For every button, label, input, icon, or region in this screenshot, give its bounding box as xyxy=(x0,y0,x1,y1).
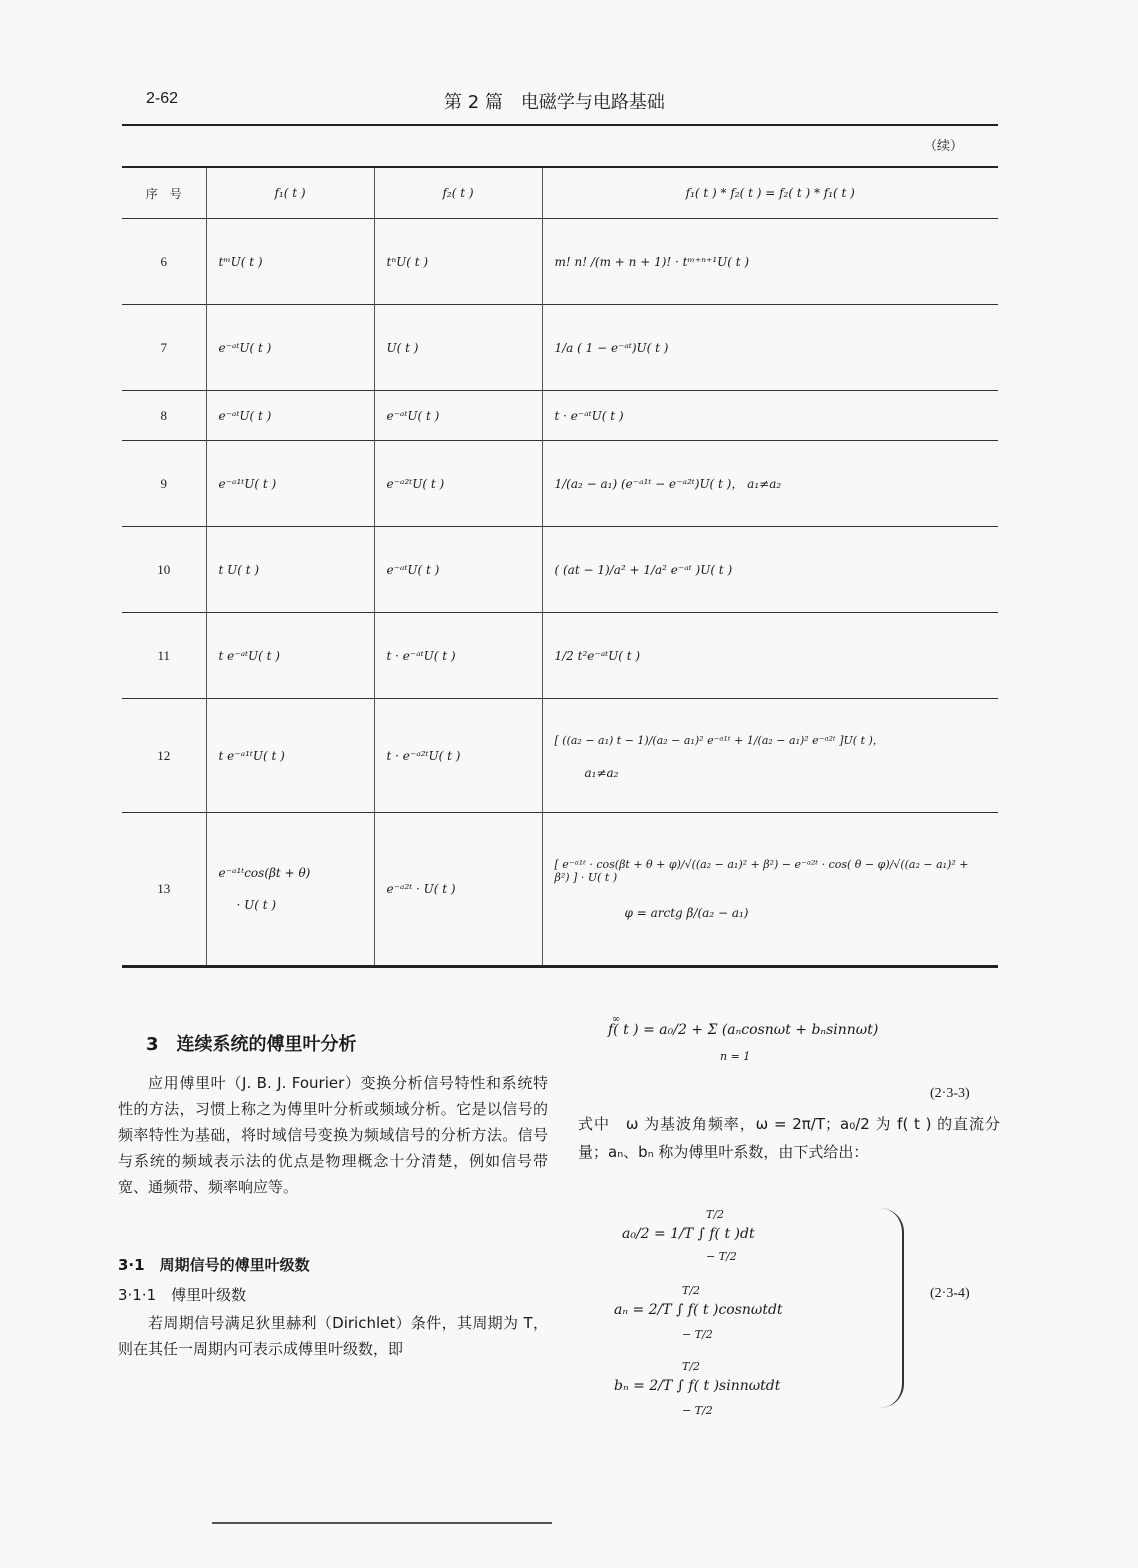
row-no: 13 xyxy=(122,813,206,967)
row-f1-line2: · U( t ) xyxy=(236,898,277,912)
row-f2: tⁿU( t ) xyxy=(374,219,542,305)
row-result-note: φ = arctg β/(a₂ − a₁) xyxy=(624,906,749,920)
continued-label: （续） xyxy=(924,139,964,154)
table-row xyxy=(122,219,998,305)
row-no: 12 xyxy=(122,699,206,813)
row-result: m! n! /(m + n + 1)! · tᵐ⁺ⁿ⁺¹U( t ) xyxy=(542,219,998,305)
bn-equation: bₙ = 2/T ∫ f( t )sinnωtdt xyxy=(614,1378,781,1394)
footer-rule xyxy=(212,1522,552,1524)
row-f1-cell xyxy=(206,813,374,967)
header-rule xyxy=(122,124,998,126)
table-row xyxy=(122,527,998,613)
eq1-upper-limit: ∞ xyxy=(612,1014,621,1025)
section-title: 3 连续系统的傅里叶分析 xyxy=(146,1034,357,1055)
col-header-f2: f₂( t ) xyxy=(374,167,542,219)
row-f2: t · e⁻ᵃ²ᵗU( t ) xyxy=(374,699,542,813)
row-no: 7 xyxy=(122,305,206,391)
an-equation: aₙ = 2/T ∫ f( t )cosnωtdt xyxy=(614,1302,783,1318)
row-f1: t e⁻ᵃᵗU( t ) xyxy=(206,613,374,699)
running-header: 第 2 篇 电磁学与电路基础 xyxy=(444,92,665,113)
bn-upper-limit: T/2 xyxy=(682,1360,701,1373)
col-header-result: f₁( t ) * f₂( t ) = f₂( t ) * f₁( t ) xyxy=(542,167,998,219)
row-result: [ ((a₂ − a₁) t − 1)/(a₂ − a₁)² e⁻ᵃ¹ᵗ + 1/(a₂ − a₁)² e⁻ᵃ²ᵗ ]U( t )， xyxy=(554,733,884,747)
row-result: 1/(a₂ − a₁) (e⁻ᵃ¹ᵗ − e⁻ᵃ²ᵗ)U( t )， a₁≠a₂ xyxy=(542,441,998,527)
row-no: 10 xyxy=(122,527,206,613)
row-no: 11 xyxy=(122,613,206,699)
table-header-row xyxy=(122,167,998,219)
subsubsection-heading: 3·1·1 傅里叶级数 xyxy=(118,1286,247,1304)
page-number: 2-62 xyxy=(146,90,179,107)
row-result: [ e⁻ᵃ¹ᵗ · cos(βt + θ + φ)/√((a₂ − a₁)² + β²) − e⁻ᵃ²ᵗ · cos( θ − φ)/√((a₂ − a₁)² + β²) ] · U( t ) xyxy=(554,858,969,884)
col-header-no: 序 号 xyxy=(122,167,206,219)
right-brace xyxy=(880,1208,904,1408)
row-f2: e⁻ᵃ²ᵗ · U( t ) xyxy=(374,813,542,967)
a0-equation: a₀/2 = 1/T ∫ f( t )dt xyxy=(622,1226,755,1242)
an-lower-limit: − T/2 xyxy=(682,1328,713,1341)
convolution-table xyxy=(122,166,998,968)
equation-number-1: (2·3-3) xyxy=(930,1086,970,1101)
row-f1: e⁻ᵃᵗU( t ) xyxy=(206,305,374,391)
table-row xyxy=(122,613,998,699)
row-result-cell xyxy=(542,813,998,967)
row-f2: U( t ) xyxy=(374,305,542,391)
bn-lower-limit: − T/2 xyxy=(682,1404,713,1417)
row-f1: e⁻ᵃ¹ᵗcos(βt + θ) xyxy=(218,866,311,880)
fourier-series-equation: f( t ) = a₀/2 + Σ (aₙcosnωt + bₙsinnωt) xyxy=(608,1022,879,1038)
row-f1: t U( t ) xyxy=(206,527,374,613)
row-result: 1/a ( 1 − e⁻ᵃᵗ)U( t ) xyxy=(542,305,998,391)
row-f1: t e⁻ᵃ¹ᵗU( t ) xyxy=(206,699,374,813)
row-f2: e⁻ᵃ²ᵗU( t ) xyxy=(374,441,542,527)
row-result: t · e⁻ᵃᵗU( t ) xyxy=(542,391,998,441)
table-row xyxy=(122,813,998,967)
row-result: ( (at − 1)/a² + 1/a² e⁻ᵃᵗ )U( t ) xyxy=(542,527,998,613)
row-f2: e⁻ᵃᵗU( t ) xyxy=(374,391,542,441)
eq1-lower-limit: n = 1 xyxy=(720,1050,751,1063)
a0-upper-limit: T/2 xyxy=(706,1208,725,1221)
row-result: 1/2 t²e⁻ᵃᵗU( t ) xyxy=(542,613,998,699)
row-f1: e⁻ᵃᵗU( t ) xyxy=(206,391,374,441)
row-f2: e⁻ᵃᵗU( t ) xyxy=(374,527,542,613)
row-f1: tᵐU( t ) xyxy=(206,219,374,305)
row-f2: t · e⁻ᵃᵗU( t ) xyxy=(374,613,542,699)
row-no: 8 xyxy=(122,391,206,441)
table-row xyxy=(122,391,998,441)
table-row xyxy=(122,305,998,391)
row-no: 9 xyxy=(122,441,206,527)
a0-lower-limit: − T/2 xyxy=(706,1250,737,1263)
table-row xyxy=(122,441,998,527)
explanation-paragraph: 式中 ω 为基波角频率，ω = 2π/T；a₀/2 为 f( t ) 的直流分量；aₙ、bₙ 称为傅里叶系数，由下式给出： xyxy=(578,1115,1000,1161)
an-upper-limit: T/2 xyxy=(682,1284,701,1297)
row-result-cell xyxy=(542,699,998,813)
subsection-heading: 3·1 周期信号的傅里叶级数 xyxy=(118,1256,310,1274)
row-result-note: a₁≠a₂ xyxy=(584,765,619,780)
col-header-f1: f₁( t ) xyxy=(206,167,374,219)
row-f1: e⁻ᵃ¹ᵗU( t ) xyxy=(206,441,374,527)
equation-number-2: (2·3-4) xyxy=(930,1286,970,1301)
fourier-series-paragraph: 若周期信号满足狄里赫利（Dirichlet）条件，其周期为 T，则在其任一周期内可表示成傅里叶级数，即 xyxy=(118,1314,548,1358)
table-row xyxy=(122,699,998,813)
intro-paragraph: 应用傅里叶（J. B. J. Fourier）变换分析信号特性和系统特性的方法，习惯上称之为傅里叶分析或频域分析。它是以信号的频率特性为基础，将时域信号变换为频域信号的分析方法。信号与系统的频域表示法的优点是物理概念十分清楚，例如信号带宽、通频带、频率响应等。 xyxy=(118,1074,548,1196)
row-no: 6 xyxy=(122,219,206,305)
